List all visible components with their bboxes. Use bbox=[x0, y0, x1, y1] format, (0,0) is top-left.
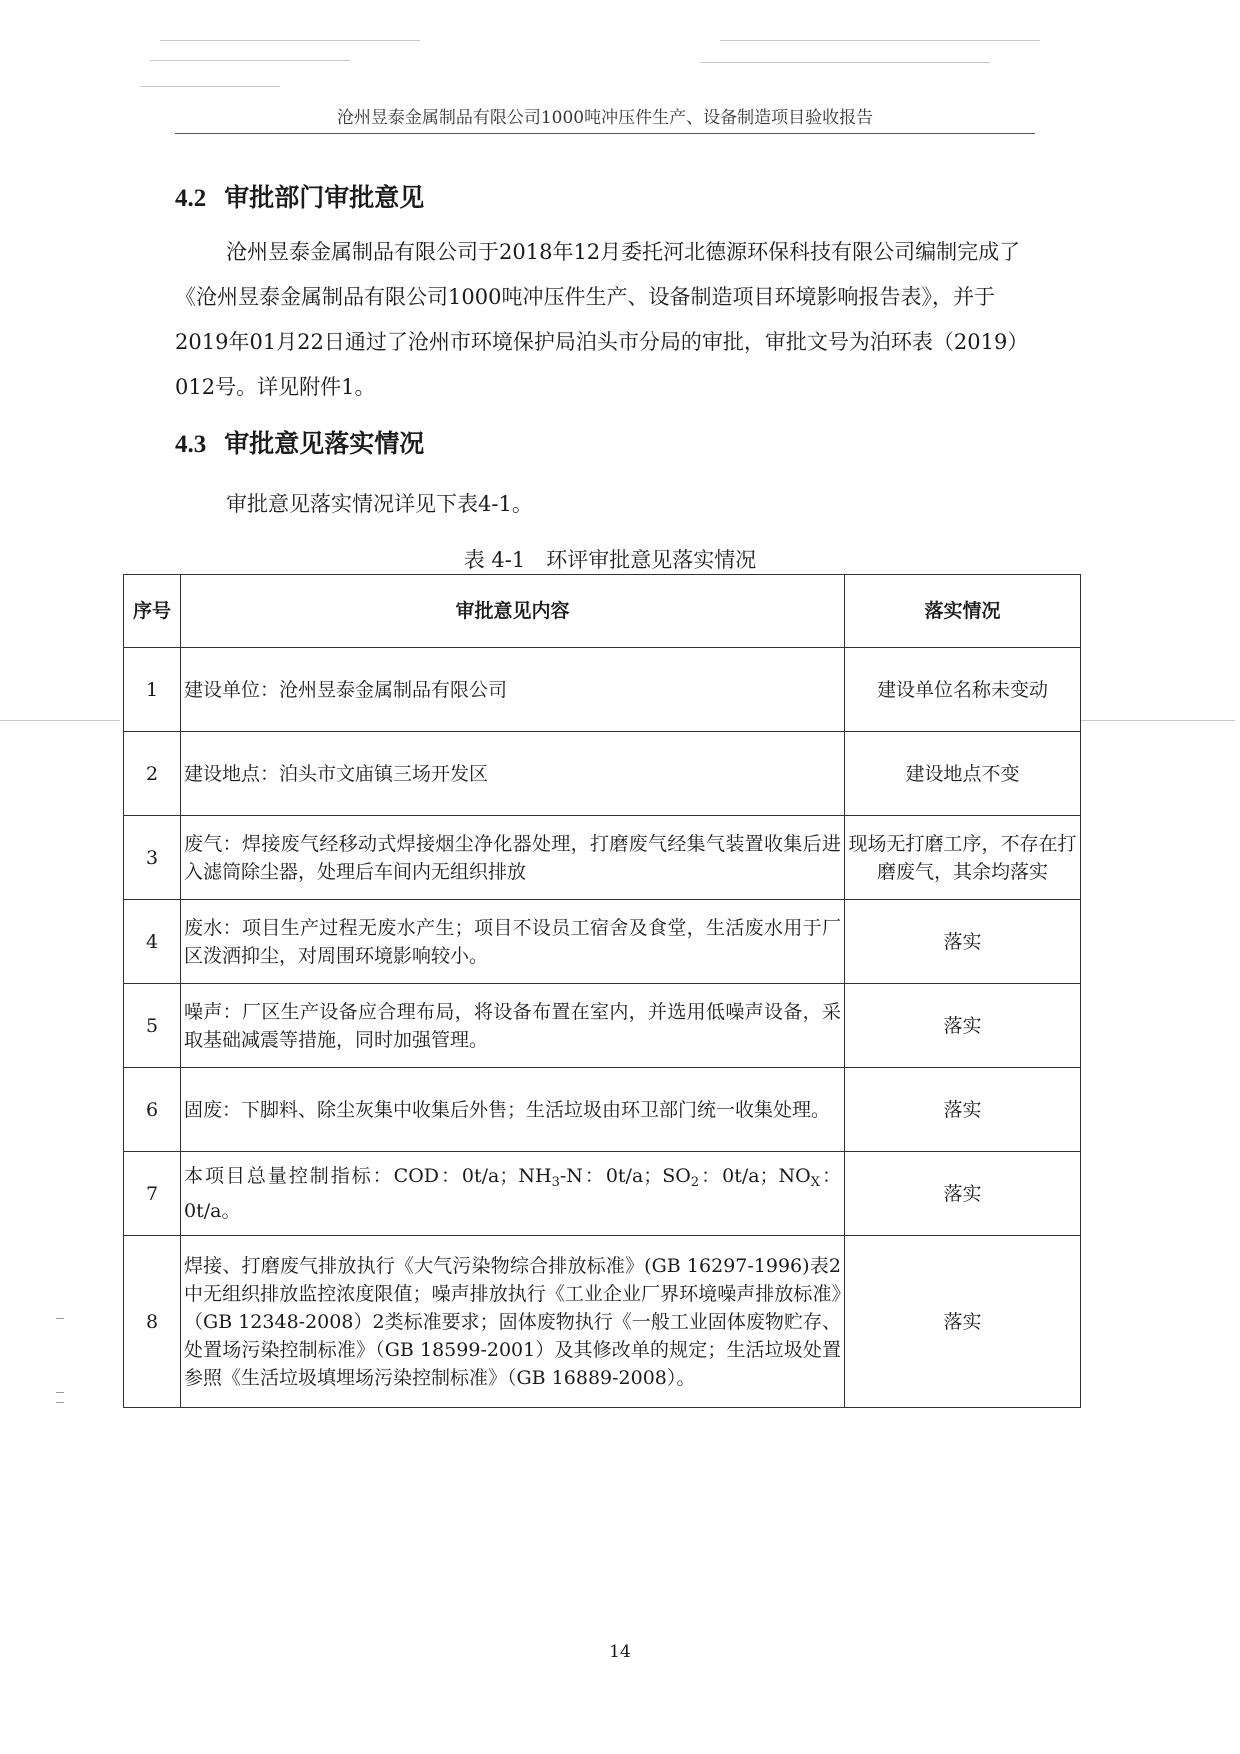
table-row bbox=[124, 648, 1081, 732]
row-result: 建设单位名称未变动 bbox=[845, 648, 1081, 732]
section-title: 审批部门审批意见 bbox=[224, 183, 425, 212]
section-number: 4.2 bbox=[175, 185, 207, 212]
table-caption: 表 4-1 环评审批意见落实情况 bbox=[463, 548, 757, 572]
page-header: 沧州昱泰金属制品有限公司1000吨冲压件生产、设备制造项目验收报告 bbox=[175, 103, 1035, 134]
scan-artifact-line bbox=[1080, 720, 1235, 721]
table-row bbox=[124, 1236, 1081, 1408]
row-result: 落实 bbox=[845, 900, 1081, 984]
row-result: 落实 bbox=[845, 984, 1081, 1068]
row-content: 废气：焊接废气经移动式焊接烟尘净化器处理，打磨废气经集气装置收集后进入滤筒除尘器，处理后车间内无组织排放 bbox=[181, 816, 845, 900]
section-paragraph: 审批意见落实情况详见下表4-1。 bbox=[226, 492, 533, 516]
row-result: 落实 bbox=[845, 1152, 1081, 1236]
table-row bbox=[124, 732, 1081, 816]
column-header: 落实情况 bbox=[845, 575, 1081, 648]
section-heading-4-3 bbox=[175, 424, 424, 460]
scan-artifact-mark bbox=[56, 1402, 64, 1403]
row-index: 1 bbox=[124, 648, 181, 732]
row-index: 3 bbox=[124, 816, 181, 900]
row-content: 焊接、打磨废气排放执行《大气污染物综合排放标准》(GB 16297-1996)表2中无组织排放监控浓度限值；噪声排放执行《工业企业厂界环境噪声排放标准》（GB 12348-2008）2类标准要求；固体废物执行《一般工业固体废物贮存、处置场污染控制标准》（GB 18599-2001）及其修改单的规定；生活垃圾处置参照《生活垃圾填埋场污染控制标准》（GB 16889-2008）。 bbox=[181, 1236, 845, 1408]
content-text: 本项目总量控制指标：COD：0t/a；NH bbox=[184, 1165, 552, 1187]
content-text: ：0t/a。 bbox=[184, 1165, 841, 1222]
subscript: 3 bbox=[551, 1175, 560, 1190]
row-index: 7 bbox=[124, 1152, 181, 1236]
row-index: 8 bbox=[124, 1236, 181, 1408]
row-index: 5 bbox=[124, 984, 181, 1068]
scan-artifact-line bbox=[160, 40, 420, 41]
scan-artifact-line bbox=[150, 60, 350, 61]
row-content bbox=[181, 1152, 845, 1236]
section-paragraph: 沧州昱泰金属制品有限公司于2018年12月委托河北德源环保科技有限公司编制完成了《沧州昱泰金属制品有限公司1000吨冲压件生产、设备制造项目环境影响报告表》，并于2019年01月22日通过了沧州市环境保护局泊头市分局的审批，审批文号为泊环表（2019）012号。详见附件1。 bbox=[175, 240, 1029, 399]
content-text: -N：0t/a；SO bbox=[559, 1165, 691, 1187]
section-heading-4-2 bbox=[175, 178, 424, 214]
table-row bbox=[124, 900, 1081, 984]
scan-artifact-line bbox=[0, 720, 120, 721]
approval-table bbox=[123, 574, 1081, 1408]
row-result: 现场无打磨工序，不存在打磨废气，其余均落实 bbox=[845, 816, 1081, 900]
row-content: 废水：项目生产过程无废水产生；项目不设员工宿舍及食堂，生活废水用于厂区泼洒抑尘，对周围环境影响较小。 bbox=[181, 900, 845, 984]
row-result: 落实 bbox=[845, 1236, 1081, 1408]
page-number: 14 bbox=[609, 1642, 631, 1662]
section-title: 审批意见落实情况 bbox=[224, 429, 425, 458]
row-index: 4 bbox=[124, 900, 181, 984]
table-header-row bbox=[124, 575, 1081, 648]
row-content: 固废：下脚料、除尘灰集中收集后外售；生活垃圾由环卫部门统一收集处理。 bbox=[181, 1068, 845, 1152]
column-header: 序号 bbox=[124, 575, 181, 648]
table-row bbox=[124, 1068, 1081, 1152]
row-result: 建设地点不变 bbox=[845, 732, 1081, 816]
row-content: 噪声：厂区生产设备应合理布局，将设备布置在室内，并选用低噪声设备，采取基础减震等措施，同时加强管理。 bbox=[181, 984, 845, 1068]
scan-artifact-mark bbox=[56, 1318, 64, 1319]
row-content: 建设地点：泊头市文庙镇三场开发区 bbox=[181, 732, 845, 816]
table-row bbox=[124, 1152, 1081, 1236]
row-content: 建设单位：沧州昱泰金属制品有限公司 bbox=[181, 648, 845, 732]
section-number: 4.3 bbox=[175, 431, 207, 458]
row-index: 6 bbox=[124, 1068, 181, 1152]
scan-artifact-line bbox=[140, 86, 280, 87]
table-row bbox=[124, 984, 1081, 1068]
subscript: 2 bbox=[690, 1175, 700, 1190]
row-result: 落实 bbox=[845, 1068, 1081, 1152]
table-row bbox=[124, 816, 1081, 900]
content-text: ：0t/a；NO bbox=[699, 1165, 811, 1187]
scan-artifact-line bbox=[700, 62, 990, 63]
subscript: X bbox=[810, 1175, 821, 1190]
row-index: 2 bbox=[124, 732, 181, 816]
column-header: 审批意见内容 bbox=[181, 575, 845, 648]
scan-artifact-line bbox=[720, 40, 1040, 41]
scan-artifact-mark bbox=[56, 1392, 64, 1393]
